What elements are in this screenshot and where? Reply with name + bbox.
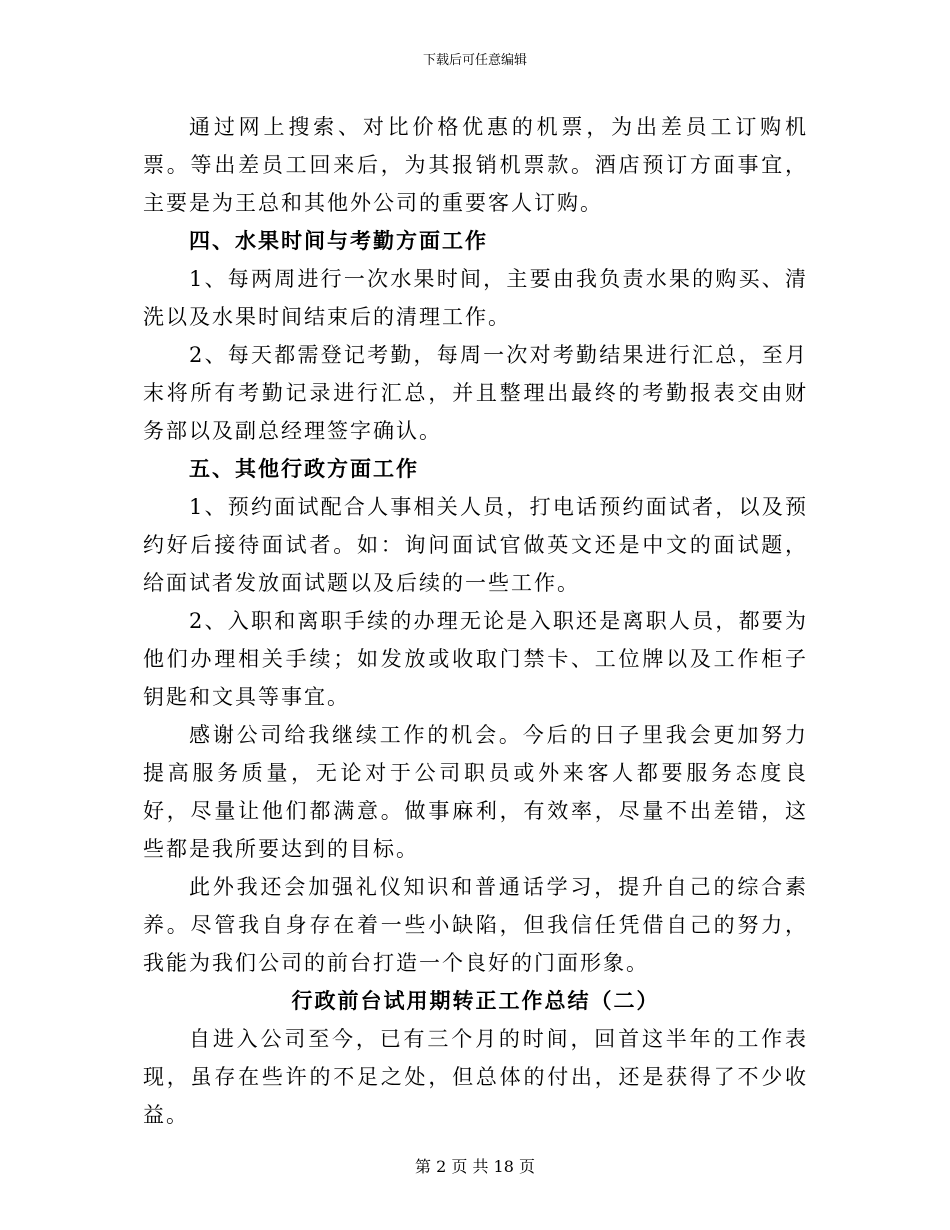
document-body [143,108,808,1134]
paragraph-interview: 1、预约面试配合人事相关人员，打电话预约面试者，以及预约好后接待面试者。如：询问面试官做英文还是中文的面试题，给面试者发放面试题以及后续的一些工作。 [143,495,808,595]
paragraph-flight-booking: 通过网上搜索、对比价格优惠的机票，为出差员工订购机票。等出差员工回来后，为其报销机票款。酒店预订方面事宜，主要是为王总和其他外公司的重要客人订购。 [143,115,808,215]
section-heading-other-admin: 五、其他行政方面工作 [189,456,419,481]
page-number-footer: 第 2 页 共 18 页 [415,1157,535,1176]
paragraph-thanks: 感谢公司给我继续工作的机会。今后的日子里我会更加努力提高服务质量，无论对于公司职员或外来客人都要服务态度良好，尽量让他们都满意。做事麻利，有效率，尽量不出差错，这些都是我所要达到的目标。 [143,723,808,861]
paragraph-fruit-time: 1、每两周进行一次水果时间，主要由我负责水果的购买、清洗以及水果时间结束后的清理工作。 [143,267,808,329]
paragraph-intro-part-two: 自进入公司至今，已有三个月的时间，回首这半年的工作表现，虽存在些许的不足之处，但总体的付出，还是获得了不少收益。 [143,1027,808,1127]
paragraph-onboarding: 2、入职和离职手续的办理无论是入职还是离职人员，都要为他们办理相关手续；如发放或收取门禁卡、工位牌以及工作柜子钥匙和文具等事宜。 [143,609,808,709]
page-header-note: 下载后可任意编辑 [422,53,527,68]
paragraph-self-improvement: 此外我还会加强礼仪知识和普通话学习，提升自己的综合素养。尽管我自身存在着一些小缺陷，但我信任凭借自己的努力，我能为我们公司的前台打造一个良好的门面形象。 [143,875,808,975]
paragraph-attendance: 2、每天都需登记考勤，每周一次对考勤结果进行汇总，至月末将所有考勤记录进行汇总，并且整理出最终的考勤报表交由财务部以及副总经理签字确认。 [143,343,808,443]
section-heading-fruit-attendance: 四、水果时间与考勤方面工作 [189,228,488,253]
document-title-part-two: 行政前台试用期转正工作总结（二） [291,988,660,1013]
